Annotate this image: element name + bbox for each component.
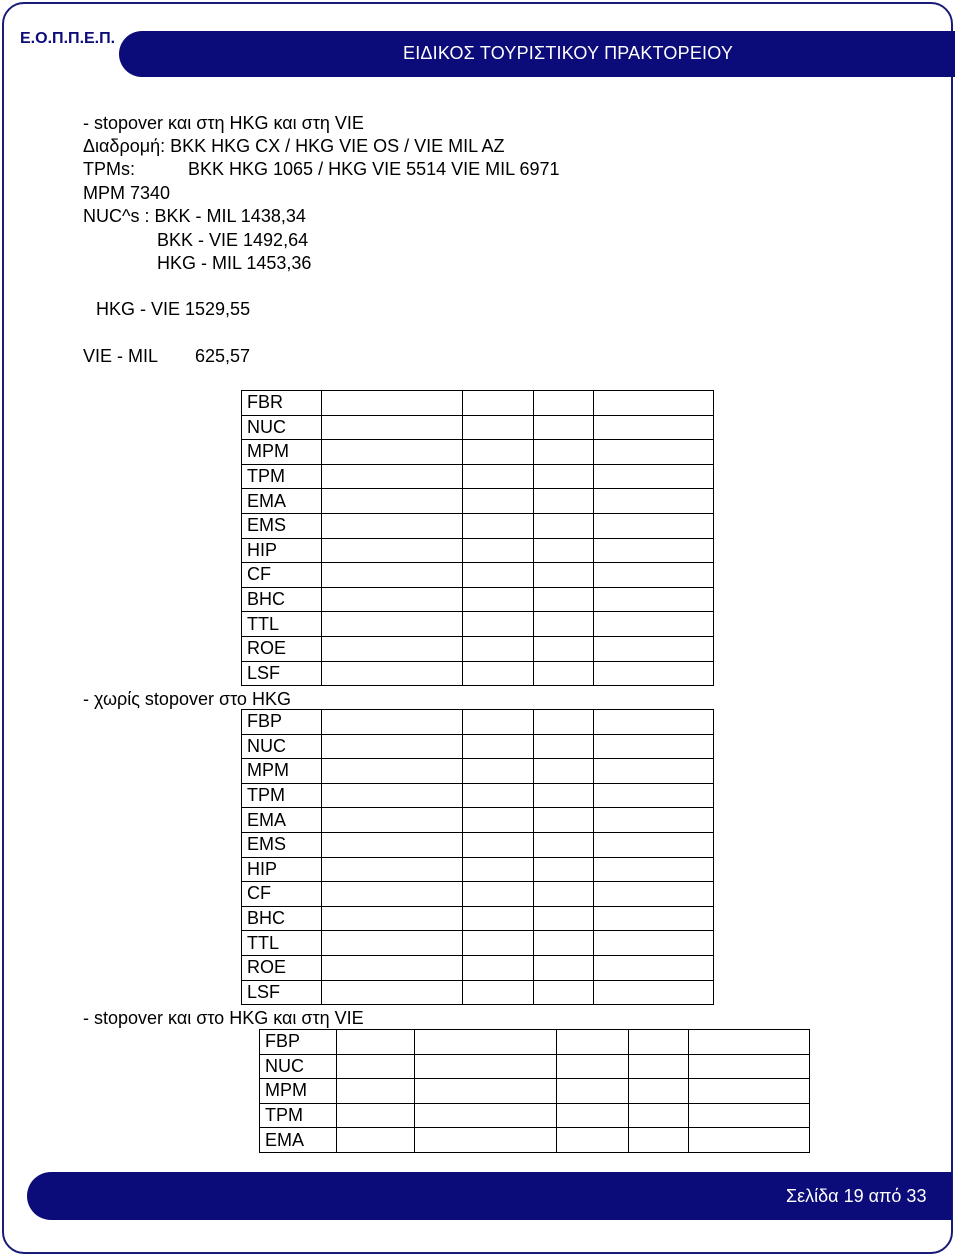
empty-cell [534, 661, 594, 686]
empty-cell [462, 587, 534, 612]
empty-cell [594, 931, 714, 956]
empty-cell [689, 1079, 810, 1104]
empty-cell [462, 759, 534, 784]
empty-cell [689, 1103, 810, 1128]
empty-cell [534, 612, 594, 637]
empty-cell [462, 538, 534, 563]
empty-cell [557, 1128, 629, 1153]
empty-cell [462, 563, 534, 588]
table-row [242, 612, 714, 637]
empty-cell [462, 661, 534, 686]
empty-cell [594, 636, 714, 661]
empty-cell [462, 464, 534, 489]
row-label: LSF [242, 661, 322, 686]
fare-table [259, 1029, 810, 1153]
empty-cell [594, 857, 714, 882]
empty-cell [689, 1030, 810, 1055]
empty-cell [534, 882, 594, 907]
empty-cell [594, 563, 714, 588]
empty-cell [462, 783, 534, 808]
row-label: BHC [242, 906, 322, 931]
empty-cell [594, 832, 714, 857]
empty-cell [594, 882, 714, 907]
empty-cell [462, 906, 534, 931]
table-row [242, 513, 714, 538]
empty-cell [594, 440, 714, 465]
empty-cell [557, 1030, 629, 1055]
empty-cell [594, 955, 714, 980]
empty-cell [321, 931, 462, 956]
empty-cell [534, 440, 594, 465]
empty-cell [629, 1054, 689, 1079]
empty-cell [534, 464, 594, 489]
tpms-values: BKK HKG 1065 / HKG VIE 5514 VIE MIL 6971 [188, 159, 560, 179]
nuc-line: HKG - VIE 1529,55 [96, 299, 251, 319]
row-label: EMS [242, 832, 322, 857]
empty-cell [321, 538, 462, 563]
row-label: TPM [242, 783, 322, 808]
empty-cell [534, 489, 594, 514]
empty-cell [534, 415, 594, 440]
empty-cell [594, 906, 714, 931]
empty-cell [321, 882, 462, 907]
empty-cell [321, 759, 462, 784]
empty-cell [534, 759, 594, 784]
empty-cell [594, 710, 714, 735]
empty-cell [336, 1030, 414, 1055]
table-row [242, 563, 714, 588]
empty-cell [462, 636, 534, 661]
empty-cell [321, 783, 462, 808]
empty-cell [594, 808, 714, 833]
row-label: MPM [242, 759, 322, 784]
row-label: NUC [260, 1054, 337, 1079]
section-title: - stopover και στο HKG και στη VIE [83, 1008, 364, 1028]
table-row [242, 440, 714, 465]
section-title: - χωρίς stopover στο HKG [83, 689, 291, 709]
empty-cell [594, 587, 714, 612]
empty-cell [321, 710, 462, 735]
empty-cell [462, 808, 534, 833]
empty-cell [534, 513, 594, 538]
empty-cell [534, 955, 594, 980]
table-row [242, 857, 714, 882]
empty-cell [321, 440, 462, 465]
empty-cell [594, 538, 714, 563]
empty-cell [321, 636, 462, 661]
empty-cell [321, 980, 462, 1005]
table-row [242, 808, 714, 833]
row-label: LSF [242, 980, 322, 1005]
empty-cell [462, 710, 534, 735]
empty-cell [462, 832, 534, 857]
row-label: FBR [242, 391, 322, 416]
row-label: HIP [242, 538, 322, 563]
empty-cell [462, 955, 534, 980]
table-row [242, 391, 714, 416]
empty-cell [629, 1128, 689, 1153]
empty-cell [321, 857, 462, 882]
table-row [242, 464, 714, 489]
nuc-line: NUC^s : BKK - MIL 1438,34 [83, 206, 306, 226]
row-label: CF [242, 882, 322, 907]
empty-cell [336, 1079, 414, 1104]
row-label: FBP [260, 1030, 337, 1055]
table-row [242, 734, 714, 759]
empty-cell [336, 1103, 414, 1128]
empty-cell [321, 415, 462, 440]
empty-cell [594, 612, 714, 637]
row-label: TTL [242, 612, 322, 637]
row-label: MPM [242, 440, 322, 465]
table-row [242, 710, 714, 735]
row-label: NUC [242, 734, 322, 759]
empty-cell [534, 734, 594, 759]
fare-table [241, 390, 714, 686]
mpm-line: MPM 7340 [83, 183, 171, 203]
table-row [260, 1103, 810, 1128]
fare-table [241, 709, 714, 1005]
empty-cell [321, 513, 462, 538]
empty-cell [594, 391, 714, 416]
empty-cell [336, 1128, 414, 1153]
table-row [242, 906, 714, 931]
empty-cell [594, 464, 714, 489]
row-label: EMA [242, 489, 322, 514]
empty-cell [534, 538, 594, 563]
empty-cell [462, 931, 534, 956]
nuc-line: HKG - MIL 1453,36 [157, 253, 312, 273]
empty-cell [321, 464, 462, 489]
table-row [242, 538, 714, 563]
empty-cell [321, 489, 462, 514]
empty-cell [462, 980, 534, 1005]
row-label: TPM [242, 464, 322, 489]
header-title: ΕΙΔΙΚΟΣ ΤΟΥΡΙΣΤΙΚΟΥ ΠΡΑΚΤΟΡΕΙΟΥ [403, 43, 734, 63]
empty-cell [629, 1103, 689, 1128]
empty-cell [336, 1054, 414, 1079]
empty-cell [462, 857, 534, 882]
empty-cell [689, 1128, 810, 1153]
empty-cell [414, 1030, 557, 1055]
empty-cell [462, 391, 534, 416]
empty-cell [462, 612, 534, 637]
row-label: CF [242, 563, 322, 588]
row-label: ROE [242, 955, 322, 980]
table-row [260, 1079, 810, 1104]
empty-cell [689, 1054, 810, 1079]
header-org: Ε.Ο.Π.Π.Ε.Π. [20, 30, 116, 47]
empty-cell [462, 734, 534, 759]
row-label: EMA [260, 1128, 337, 1153]
table-row [260, 1054, 810, 1079]
empty-cell [414, 1079, 557, 1104]
table-row [242, 783, 714, 808]
empty-cell [534, 636, 594, 661]
empty-cell [321, 734, 462, 759]
empty-cell [321, 612, 462, 637]
empty-cell [594, 489, 714, 514]
empty-cell [557, 1054, 629, 1079]
empty-cell [594, 513, 714, 538]
row-label: BHC [242, 587, 322, 612]
empty-cell [321, 563, 462, 588]
empty-cell [594, 783, 714, 808]
table-row [242, 882, 714, 907]
empty-cell [321, 808, 462, 833]
empty-cell [534, 906, 594, 931]
empty-cell [534, 710, 594, 735]
table-row [260, 1128, 810, 1153]
table-row [242, 931, 714, 956]
page-number: Σελίδα 19 από 33 [786, 1186, 927, 1206]
table-row [242, 955, 714, 980]
empty-cell [321, 661, 462, 686]
empty-cell [534, 783, 594, 808]
empty-cell [462, 489, 534, 514]
empty-cell [594, 415, 714, 440]
empty-cell [594, 980, 714, 1005]
empty-cell [534, 587, 594, 612]
empty-cell [321, 955, 462, 980]
table-row [242, 636, 714, 661]
empty-cell [414, 1054, 557, 1079]
empty-cell [321, 587, 462, 612]
tpms-label: TPMs: [83, 159, 135, 179]
empty-cell [462, 440, 534, 465]
empty-cell [321, 391, 462, 416]
empty-cell [557, 1079, 629, 1104]
table-row [242, 980, 714, 1005]
empty-cell [629, 1030, 689, 1055]
empty-cell [534, 808, 594, 833]
empty-cell [321, 832, 462, 857]
table-row [242, 587, 714, 612]
row-label: EMS [242, 513, 322, 538]
nuc-line: BKK - VIE 1492,64 [157, 230, 309, 250]
row-label: ROE [242, 636, 322, 661]
empty-cell [462, 882, 534, 907]
empty-cell [594, 759, 714, 784]
nuc-label: VIE - MIL [83, 346, 159, 366]
row-label: EMA [242, 808, 322, 833]
table-row [242, 759, 714, 784]
empty-cell [594, 661, 714, 686]
empty-cell [534, 980, 594, 1005]
empty-cell [534, 857, 594, 882]
row-label: HIP [242, 857, 322, 882]
table-row [260, 1030, 810, 1055]
table-row [242, 415, 714, 440]
empty-cell [414, 1103, 557, 1128]
empty-cell [321, 906, 462, 931]
empty-cell [557, 1103, 629, 1128]
table-row [242, 832, 714, 857]
row-label: TTL [242, 931, 322, 956]
empty-cell [534, 391, 594, 416]
empty-cell [534, 832, 594, 857]
row-label: MPM [260, 1079, 337, 1104]
empty-cell [534, 931, 594, 956]
empty-cell [462, 513, 534, 538]
row-label: TPM [260, 1103, 337, 1128]
empty-cell [534, 563, 594, 588]
row-label: NUC [242, 415, 322, 440]
route-line: Διαδρομή: BKK HKG CX / HKG VIE OS / VIE MIL AZ [83, 136, 505, 156]
nuc-value: 625,57 [195, 346, 251, 366]
empty-cell [462, 415, 534, 440]
section-title: - stopover και στη HKG και στη VIE [83, 113, 364, 133]
empty-cell [594, 734, 714, 759]
empty-cell [629, 1079, 689, 1104]
row-label: FBP [242, 710, 322, 735]
table-row [242, 661, 714, 686]
empty-cell [414, 1128, 557, 1153]
table-row [242, 489, 714, 514]
